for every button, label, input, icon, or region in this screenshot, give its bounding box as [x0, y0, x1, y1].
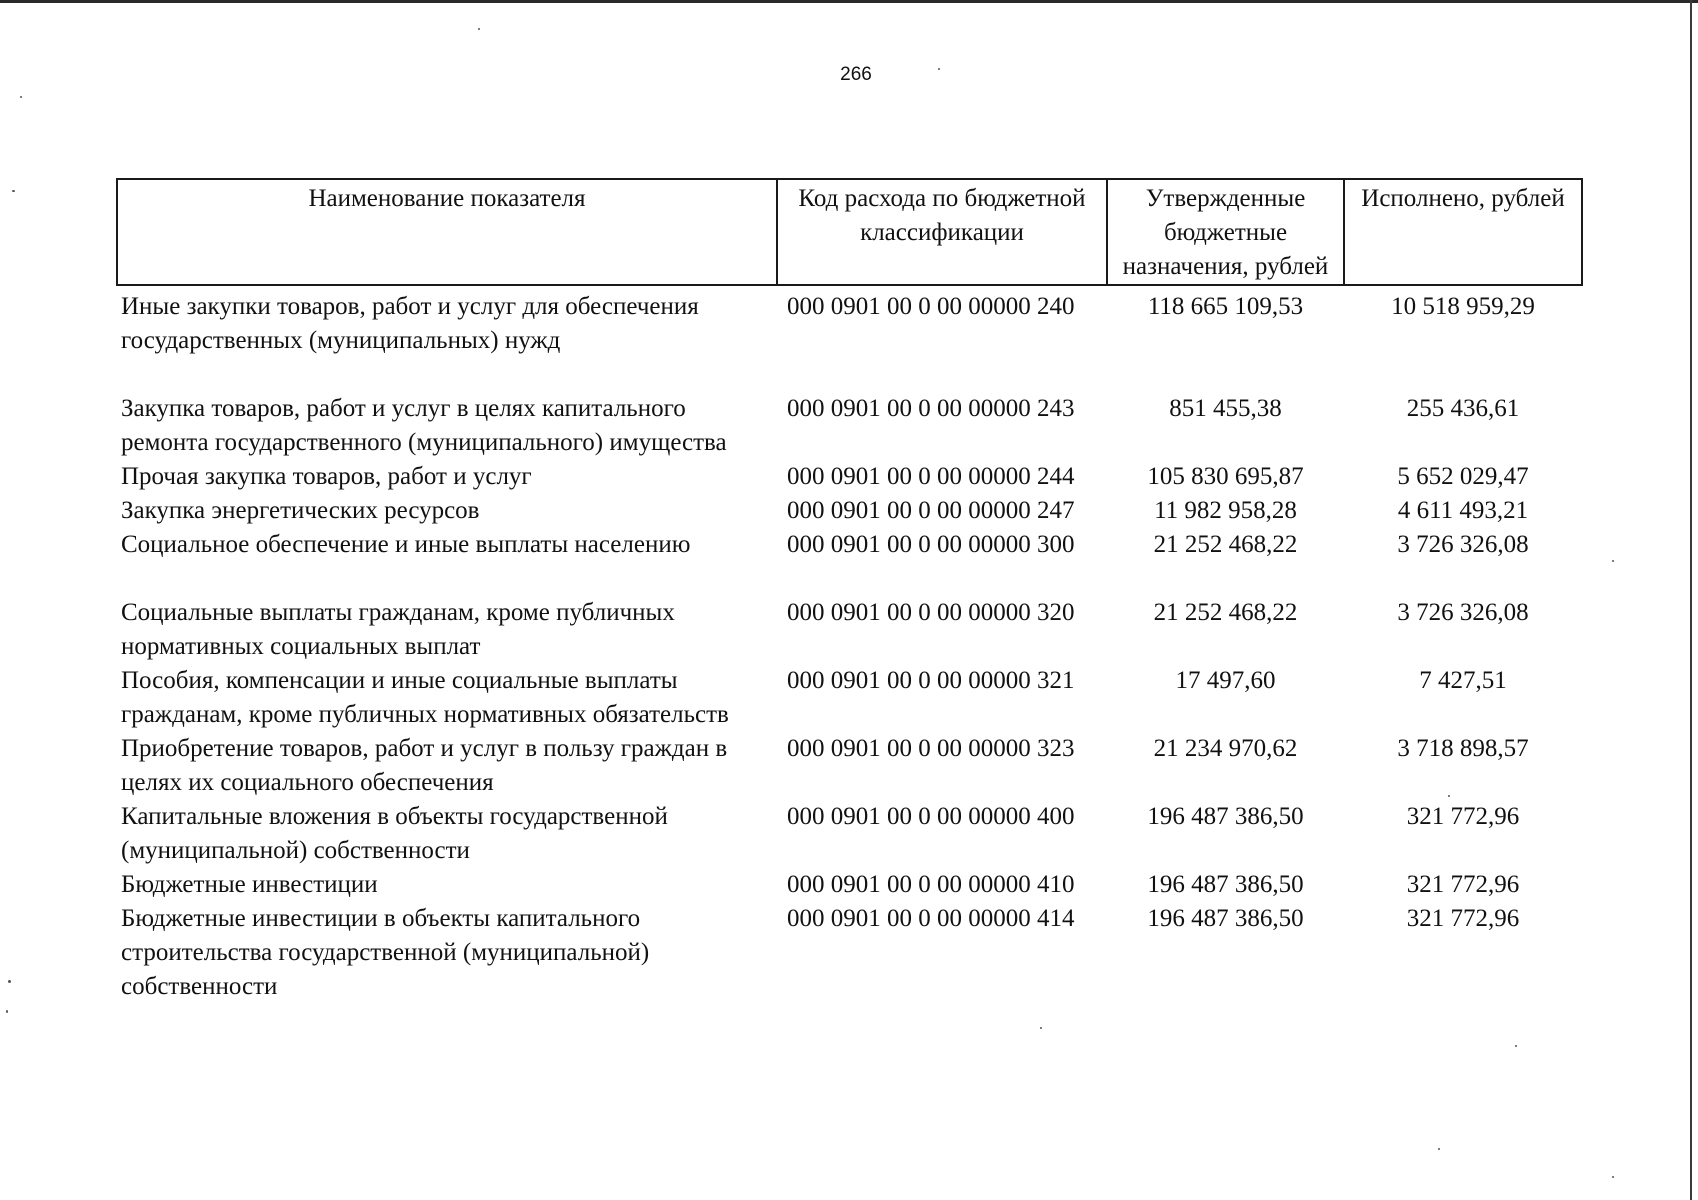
expense-code: 000 0901 00 0 00 00000 247: [787, 497, 1075, 524]
expense-code: 000 0901 00 0 00 00000 410: [787, 871, 1075, 898]
executed-amount: 10 518 959,29: [1391, 293, 1535, 320]
scan-speck: [12, 190, 15, 192]
approved-amount: 118 665 109,53: [1147, 293, 1304, 320]
approved-amount: 17 497,60: [1175, 667, 1276, 694]
scan-speck: [6, 1010, 8, 1013]
approved-amount: 21 252 468,22: [1153, 599, 1298, 626]
executed-amount: 4 611 493,21: [1397, 497, 1529, 524]
scan-speck: [1612, 1176, 1614, 1178]
table-header-row: [117, 179, 1582, 285]
executed-amount: 3 726 326,08: [1397, 599, 1529, 626]
table-row: [117, 664, 1582, 732]
table-row: [117, 868, 1582, 902]
indicator-name: Капитальные вложения в объекты государственной (муниципальной) собственности: [121, 803, 668, 864]
header-executed-amount: Исполнено, рублей: [1344, 179, 1582, 285]
table-row: [117, 800, 1582, 868]
approved-amount: 21 234 970,62: [1153, 735, 1298, 762]
executed-amount: 321 772,96: [1406, 905, 1520, 932]
table-row: [117, 902, 1582, 1004]
scan-speck: [1438, 1148, 1440, 1150]
header-indicator-name: Наименование показателя: [117, 179, 777, 285]
expense-code: 000 0901 00 0 00 00000 240: [787, 293, 1075, 320]
approved-amount: 11 982 958,28: [1154, 497, 1297, 524]
approved-amount: 105 830 695,87: [1147, 463, 1304, 490]
executed-amount: 321 772,96: [1406, 871, 1520, 898]
scan-speck: [478, 28, 480, 30]
expense-code: 000 0901 00 0 00 00000 414: [787, 905, 1075, 932]
page-number: 266: [840, 64, 872, 85]
executed-amount: 255 436,61: [1406, 395, 1520, 422]
scan-speck: [1515, 1045, 1517, 1047]
executed-amount: 3 726 326,08: [1397, 531, 1529, 558]
executed-amount: 3 718 898,57: [1397, 735, 1529, 762]
table-row: [117, 732, 1582, 800]
header-approved-amount: Утвержденные бюджетные назначения, рублей: [1107, 179, 1344, 285]
scan-speck: [1612, 560, 1614, 562]
scan-speck: [1448, 795, 1450, 797]
expense-code: 000 0901 00 0 00 00000 244: [787, 463, 1075, 490]
scan-right-border: [1690, 0, 1692, 1200]
indicator-name: Бюджетные инвестиции в объекты капитального строительства государственной (муниципальной) собственности: [121, 905, 650, 1000]
approved-amount: 196 487 386,50: [1147, 905, 1304, 932]
indicator-name: Пособия, компенсации и иные социальные выплаты гражданам, кроме публичных нормативных обязательств: [121, 667, 729, 728]
indicator-name: Закупка энергетических ресурсов: [121, 497, 480, 524]
executed-amount: 321 772,96: [1406, 803, 1520, 830]
scan-speck: [8, 980, 11, 983]
scan-speck: [1040, 1027, 1042, 1029]
table-row: [117, 494, 1582, 528]
executed-amount: 7 427,51: [1419, 667, 1507, 694]
table-row: [117, 460, 1582, 494]
executed-amount: 5 652 029,47: [1397, 463, 1529, 490]
approved-amount: 851 455,38: [1169, 395, 1282, 422]
indicator-name: Прочая закупка товаров, работ и услуг: [121, 463, 532, 490]
scan-top-border: [0, 0, 1698, 3]
expense-code: 000 0901 00 0 00 00000 323: [787, 735, 1075, 762]
indicator-name: Социальные выплаты гражданам, кроме публичных нормативных социальных выплат: [121, 599, 675, 660]
expense-code: 000 0901 00 0 00 00000 300: [787, 531, 1075, 558]
budget-execution-table: [116, 178, 1583, 1004]
scan-speck: [20, 96, 22, 98]
approved-amount: 196 487 386,50: [1147, 871, 1304, 898]
expense-code: 000 0901 00 0 00 00000 400: [787, 803, 1075, 830]
table-row: [117, 528, 1582, 596]
indicator-name: Бюджетные инвестиции: [121, 871, 378, 898]
indicator-name: Закупка товаров, работ и услуг в целях капитального ремонта государственного (муниципального) имущества: [121, 395, 727, 456]
indicator-name: Приобретение товаров, работ и услуг в пользу граждан в целях их социального обеспечения: [121, 735, 728, 796]
header-expense-code: Код расхода по бюджетной классификации: [777, 179, 1107, 285]
table-row: [117, 285, 1582, 392]
table-row: [117, 392, 1582, 460]
table-row: [117, 596, 1582, 664]
expense-code: 000 0901 00 0 00 00000 321: [787, 667, 1075, 694]
expense-code: 000 0901 00 0 00 00000 243: [787, 395, 1075, 422]
expense-code: 000 0901 00 0 00 00000 320: [787, 599, 1075, 626]
approved-amount: 21 252 468,22: [1153, 531, 1298, 558]
indicator-name: Социальное обеспечение и иные выплаты населению: [121, 531, 691, 558]
approved-amount: 196 487 386,50: [1147, 803, 1304, 830]
scan-speck: [938, 68, 940, 70]
indicator-name: Иные закупки товаров, работ и услуг для обеспечения государственных (муниципальных) нужд: [121, 293, 699, 354]
